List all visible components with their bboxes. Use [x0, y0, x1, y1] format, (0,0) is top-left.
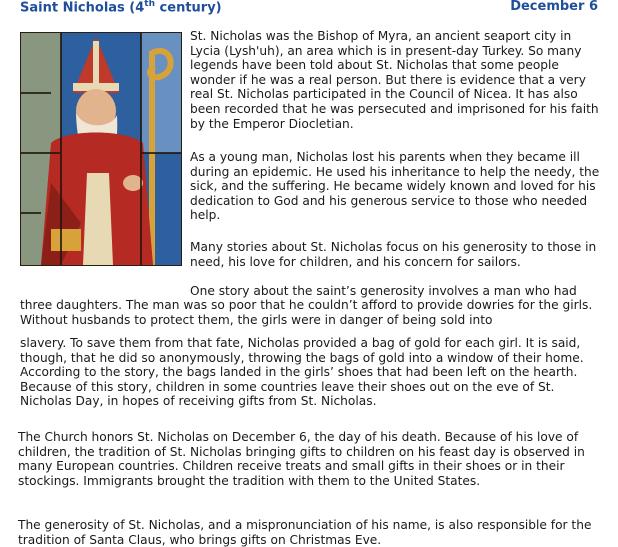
paragraph-stories: Many stories about St. Nicholas focus on his generosity to those in need, his love for children, and his concern for sailors. [190, 240, 597, 269]
title-superscript: th [144, 0, 156, 9]
feast-date: December 6 [510, 0, 598, 14]
paragraph-santa-claus: The generosity of St. Nicholas, and a mispronunciation of his name, is also responsible for the tradition of Santa Claus, who brings gifts on Christmas Eve. [18, 518, 592, 547]
paragraph-church-honors: The Church honors St. Nicholas on December 6, the day of his death. Because of his love of children, the tradition of St. Nicholas bringing gifts to children on his feast day is observed in many European countries. Children receive treats and small gifts in their shoes or in their stockings. Immigrants brought the tradition with them to the United States. [18, 430, 585, 488]
stained-glass-saint-nicholas-image [20, 32, 182, 266]
page-title [20, 0, 222, 15]
paragraph-daughters-story-cont: slavery. To save them from that fate, Nicholas provided a bag of gold for each girl. It is said, though, that he did so anonymously, throwing the bags of gold into a window of their home. According to the story, the bags landed in the girls’ shoes that had been left on the hearth. Because of this story, children in some countries leave their shoes out on the eve of St. Nicholas Day, in hopes of receiving gifts from St. Nicholas. [20, 336, 584, 409]
page-header [0, 0, 618, 18]
paragraph-daughters-story-line2: three daughters. The man was so poor that he couldn’t afford to provide dowries for the girls. Without husbands to protect them, the girls were in danger of being sold into [20, 298, 593, 327]
title-main: Saint Nicholas (4 [20, 0, 145, 16]
paragraph-young-nicholas: As a young man, Nicholas lost his parents when they became ill during an epidemic. He used his inheritance to help the needy, the sick, and the suffering. He became widely known and loved for his dedication to God and his generous service to those who needed help. [190, 150, 600, 223]
paragraph-daughters-story-line1: One story about the saint’s generosity involves a man who had [190, 284, 577, 298]
paragraph-bishop-of-myra: St. Nicholas was the Bishop of Myra, an ancient seaport city in Lycia (Lysh'uh), an area which is in present-day Turkey. So many legends have been told about St. Nicholas that some people wonder if he was a real person. But there is evidence that a very real St. Nicholas participated in the Council of Nicea. It has also been recorded that he was persecuted and imprisoned for his faith by the Emperor Diocletian. [190, 29, 599, 131]
stained-glass-illustration [21, 33, 181, 265]
title-end: century) [155, 0, 222, 16]
